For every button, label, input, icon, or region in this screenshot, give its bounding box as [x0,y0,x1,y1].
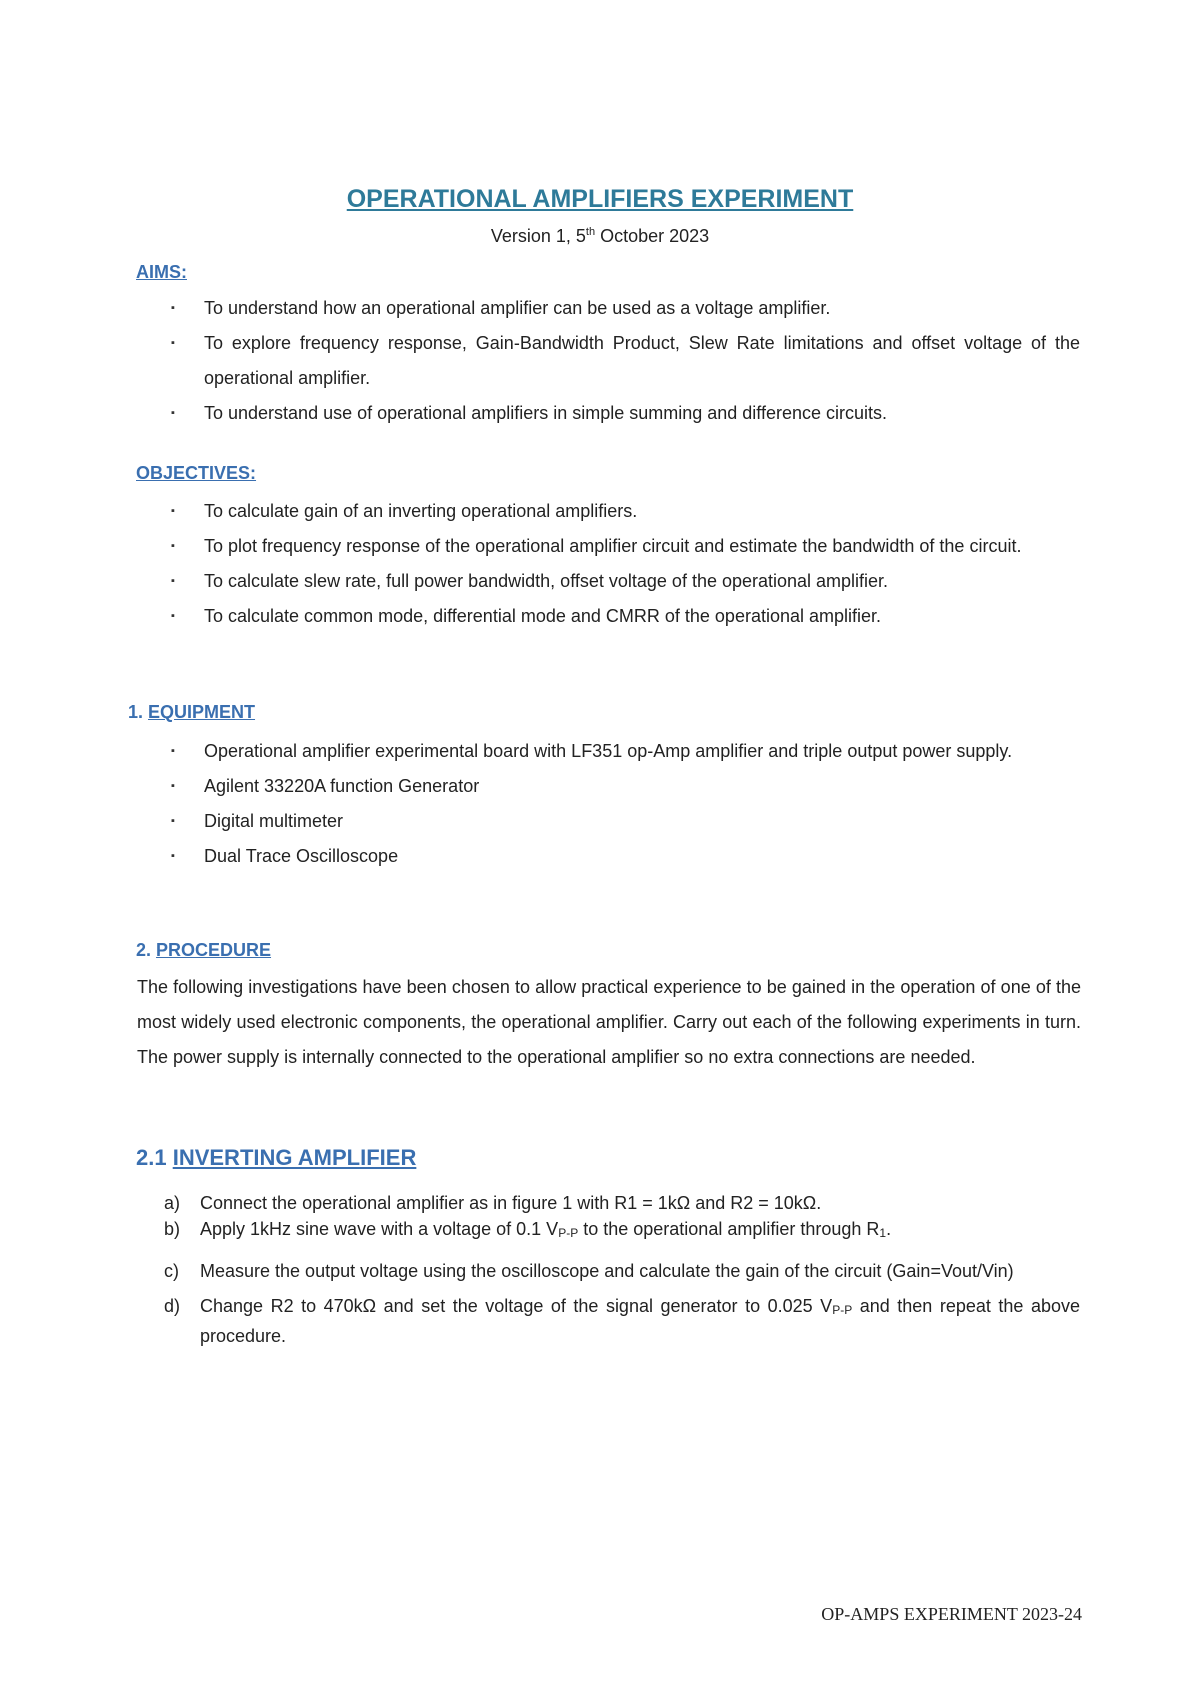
step-marker: a) [164,1193,181,1213]
aims-heading [136,262,187,283]
step-text: Change R2 to 470kΩ and set the voltage of the signal generator to 0.025 V [200,1296,833,1316]
list-item: ▪ Operational amplifier experimental board with LF351 op-Amp amplifier and triple output power supply. [168,734,1080,769]
step-marker: b) [164,1219,181,1239]
step-text: Apply 1kHz sine wave with a voltage of 0.1 V [200,1219,559,1239]
step-text: Connect the operational amplifier as in figure 1 with R1 = 1kΩ and R2 = 10kΩ. [200,1193,822,1213]
inverting-amplifier-heading [136,1145,416,1171]
inverting-steps [160,1190,1080,1349]
version-suffix: October 2023 [595,226,710,246]
step-text: Measure the output voltage using the oscilloscope and calculate the gain of the circuit (Gain=Vout/Vin) [200,1261,1014,1281]
list-item [160,1293,1080,1349]
version-prefix: Version 1, 5 [490,226,586,246]
list-item: ▪ To calculate common mode, differential mode and CMRR of the operational amplifier. [168,599,1080,634]
inverting-heading-text: INVERTING AMPLIFIER [172,1145,417,1170]
procedure-paragraph: The following investigations have been chosen to allow practical experience to be gained in the operation of one of the most widely used electronic components, the operational amplifier. Carry out each of the following experiments in turn. The power supply is internally connected to the operational amplifier so no extra connections are needed. [137,977,1081,1067]
list-item: ▪ Digital multimeter [168,804,1080,839]
equipment-heading [128,702,255,723]
objectives-heading-text: OBJECTIVES: [136,463,257,483]
list-item: ▪ To calculate gain of an inverting operational amplifiers. [168,494,1080,529]
equipment-heading-text: EQUIPMENT [148,702,256,722]
list-item [160,1216,1080,1246]
page-footer: OP-AMPS EXPERIMENT 2023-24 [821,1604,1082,1624]
step-marker: c) [164,1261,179,1281]
list-item: ▪ Dual Trace Oscilloscope [168,839,1080,874]
document-title: OPERATIONAL AMPLIFIERS EXPERIMENT [346,185,854,213]
equipment-number: 1. [128,702,149,722]
procedure-number: 2. [136,940,157,960]
step-text: . [886,1219,892,1239]
step-marker: d) [164,1296,181,1316]
procedure-heading-text: PROCEDURE [156,940,272,960]
equipment-list [168,734,1080,874]
list-item [160,1254,1080,1289]
objectives-heading [136,463,256,484]
aims-list [168,291,1080,431]
procedure-heading [136,940,271,961]
objectives-list [168,494,1080,634]
subscript: 1 [879,1226,887,1240]
step-text: to the operational amplifier through R [578,1219,880,1239]
list-item: ▪ To explore frequency response, Gain-Bandwidth Product, Slew Rate limitations and offset voltage of the operational amplifier. [168,326,1080,396]
inverting-number: 2.1 [136,1145,173,1170]
list-item: ▪ To understand how an operational amplifier can be used as a voltage amplifier. [168,291,1080,326]
subscript: P-P [558,1226,579,1240]
list-item: ▪ Agilent 33220A function Generator [168,769,1080,804]
version-line [0,226,1200,247]
version-superscript: th [585,226,596,238]
list-item: ▪ To understand use of operational amplifiers in simple summing and difference circuits. [168,396,1080,431]
list-item [160,1190,1080,1216]
step-text: and then repeat the above procedure. [200,1296,1080,1346]
aims-heading-text: AIMS: [136,262,187,282]
list-item: ▪ To calculate slew rate, full power bandwidth, offset voltage of the operational amplifier. [168,564,1080,599]
list-item: ▪ To plot frequency response of the operational amplifier circuit and estimate the bandwidth of the circuit. [168,529,1080,564]
subscript: P-P [832,1303,853,1317]
